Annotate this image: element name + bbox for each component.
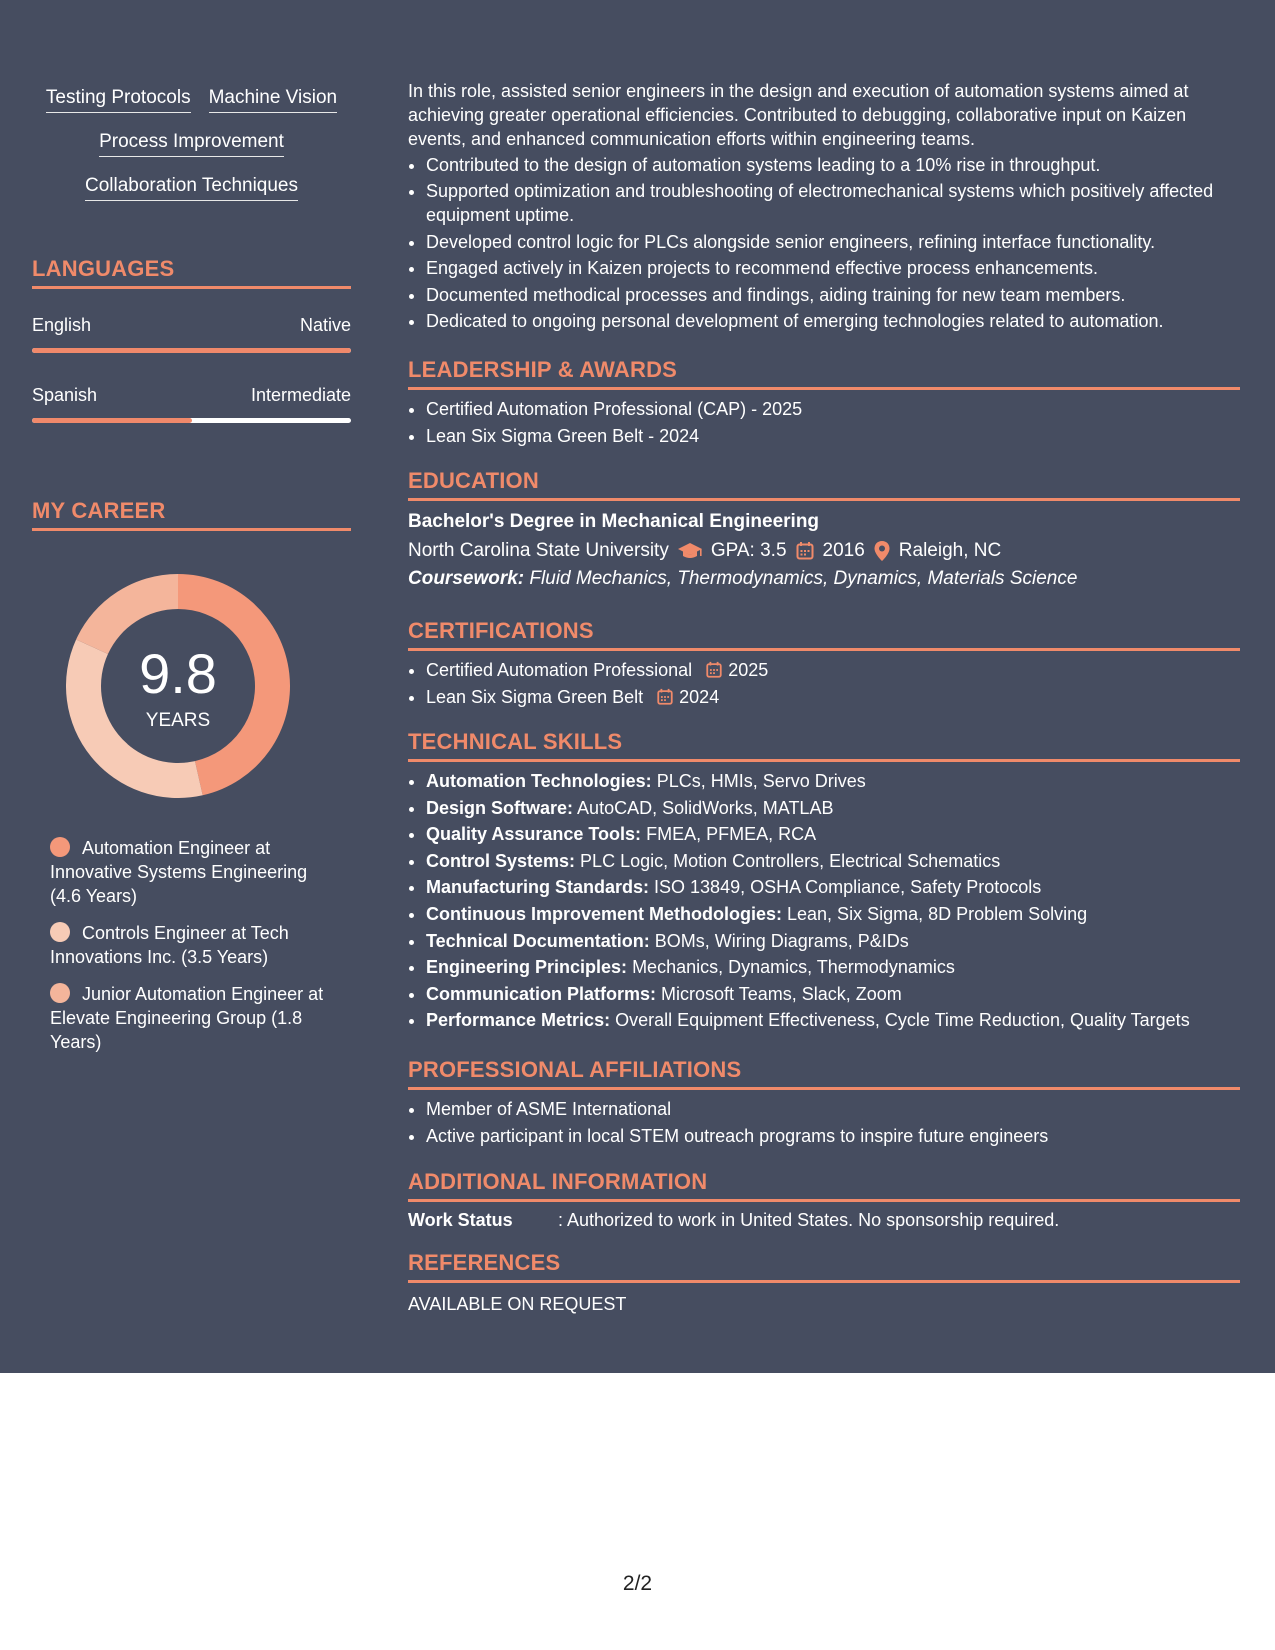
experience-section (408, 79, 1240, 335)
affiliations-section (408, 1057, 1240, 1149)
skill-tag-row (32, 174, 351, 201)
career-legend-item (50, 921, 340, 969)
skill-label: Design Software: (426, 797, 574, 818)
skill-label: Performance Metrics: (426, 1010, 611, 1031)
certifications-section (408, 618, 1240, 710)
experience-summary: In this role, assisted senior engineers in the design and execution of automation systems aimed at achieving greater operational efficiencies. Contributed to debugging, collaborative input on Kaizen events, and enhanced communication efforts within engineering teams. (408, 81, 1189, 149)
calendar-icon (705, 661, 723, 679)
skill-label: Communication Platforms: (426, 983, 657, 1004)
skill-item (426, 1007, 1240, 1034)
skill-value: Microsoft Teams, Slack, Zoom (661, 983, 902, 1004)
language-level-fill (32, 348, 351, 353)
career-legend-item (50, 982, 340, 1054)
leadership-title: LEADERSHIP & AWARDS (408, 357, 1240, 390)
career-legend-item (50, 836, 340, 908)
education-gpa: GPA: 3.5 (710, 540, 787, 561)
calendar-icon (656, 688, 674, 706)
experience-bullet: • Supported optimization and troubleshooting of electromechanical systems which positively affected equipment uptime. (426, 179, 1240, 227)
skill-label: Engineering Principles: (426, 957, 628, 978)
technical-skills-section (408, 729, 1240, 1034)
education-location: Raleigh, NC (898, 540, 1002, 561)
experience-bullet: • Contributed to the design of automation systems leading to a 10% rise in throughput. (426, 152, 1240, 179)
skill-value: Overall Equipment Effectiveness, Cycle Time Reduction, Quality Targets (615, 1010, 1190, 1031)
skill-label: Manufacturing Standards: (426, 877, 650, 898)
language-item (32, 384, 351, 423)
legend-dot-icon (50, 922, 70, 942)
language-level: Native (299, 315, 351, 335)
affiliation-item: • Member of ASME International (426, 1096, 1240, 1123)
work-status-label: Work Status (408, 1210, 513, 1230)
education-details (408, 538, 1240, 564)
location-pin-icon (873, 540, 891, 562)
skill-value: BOMs, Wiring Diagrams, P&IDs (654, 930, 909, 951)
skill-tag-row (32, 86, 351, 113)
language-name: Spanish (32, 385, 98, 405)
skill-item (426, 874, 1240, 901)
references-text: AVAILABLE ON REQUEST (408, 1294, 627, 1314)
skill-value: PLCs, HMIs, Servo Drives (656, 771, 866, 791)
certifications-title: CERTIFICATIONS (408, 618, 1240, 651)
skill-item (426, 901, 1240, 928)
skill-tag: Testing Protocols (46, 86, 191, 113)
experience-bullet: • Documented methodical processes and findings, aiding training for new team members. (426, 282, 1240, 309)
coursework-value: Fluid Mechanics, Thermodynamics, Dynamics, Materials Science (529, 568, 1078, 589)
languages-title: LANGUAGES (32, 256, 351, 289)
skill-label: Continuous Improvement Methodologies: (426, 903, 782, 924)
skill-label: Quality Assurance Tools: (426, 824, 642, 845)
language-item (32, 314, 351, 353)
references-title: REFERENCES (408, 1250, 1240, 1283)
skill-value: Mechanics, Dynamics, Thermodynamics (632, 957, 955, 978)
skill-value: ISO 13849, OSHA Compliance, Safety Protocols (654, 877, 1042, 898)
career-legend-label: Automation Engineer at Innovative Systems Engineering (4.6 Years) (50, 838, 308, 906)
skill-value: FMEA, PFMEA, RCA (646, 824, 817, 845)
skill-item (426, 768, 1240, 795)
experience-bullet: • Developed control logic for PLCs alongside senior engineers, refining interface functionality. (426, 229, 1240, 256)
education-degree: Bachelor's Degree in Mechanical Engineering (408, 511, 820, 532)
skill-tag-row (32, 130, 351, 157)
skill-label: Technical Documentation: (426, 930, 650, 951)
certification-item (426, 657, 1240, 684)
experience-bullet: • Engaged actively in Kaizen projects to recommend effective process enhancements. (426, 255, 1240, 282)
skill-item (426, 954, 1240, 981)
skill-tags (32, 86, 351, 201)
graduation-cap-icon (677, 541, 703, 561)
experience-bullets (408, 152, 1240, 335)
certification-name: Lean Six Sigma Green Belt (426, 686, 644, 707)
career-title: MY CAREER (32, 498, 351, 531)
language-name: English (32, 315, 92, 335)
certification-year: 2025 (728, 660, 769, 680)
additional-info-section (408, 1169, 1240, 1232)
career-donut-chart (66, 574, 290, 798)
additional-info-title: ADDITIONAL INFORMATION (408, 1169, 1240, 1202)
career-legend (50, 836, 340, 1067)
leadership-item: • Certified Automation Professional (CAP) - 2025 (426, 396, 1240, 423)
experience-bullet: • Dedicated to ongoing personal development of emerging technologies related to automation. (426, 308, 1240, 335)
calendar-icon (795, 541, 815, 561)
skill-tag: Process Improvement (99, 130, 284, 157)
skill-item (426, 981, 1240, 1008)
affiliation-item: • Active participant in local STEM outreach programs to inspire future engineers (426, 1123, 1240, 1150)
skill-label: Automation Technologies: (426, 771, 652, 791)
education-title: EDUCATION (408, 468, 1240, 501)
language-level: Intermediate (250, 385, 351, 405)
skill-tag: Machine Vision (209, 86, 338, 113)
skill-label: Control Systems: (426, 850, 576, 871)
career-legend-label: Controls Engineer at Tech Innovations Inc. (3.5 Years) (50, 923, 289, 967)
certification-item (426, 684, 1240, 711)
language-level-fill (32, 418, 192, 423)
skill-item (426, 795, 1240, 822)
affiliations-title: PROFESSIONAL AFFILIATIONS (408, 1057, 1240, 1090)
work-status-value: : Authorized to work in United States. No sponsorship required. (558, 1210, 1060, 1230)
skill-item (426, 821, 1240, 848)
education-coursework (408, 566, 1240, 592)
career-years-label: YEARS (145, 710, 211, 731)
coursework-label: Coursework: (408, 568, 525, 589)
technical-skills-list (408, 768, 1240, 1034)
education-school: North Carolina State University (408, 540, 669, 561)
skill-value: Lean, Six Sigma, 8D Problem Solving (787, 903, 1088, 924)
legend-dot-icon (50, 983, 70, 1003)
leadership-section (408, 357, 1240, 449)
leadership-item: • Lean Six Sigma Green Belt - 2024 (426, 423, 1240, 450)
education-section (408, 468, 1240, 592)
certification-name: Certified Automation Professional (426, 660, 693, 680)
skill-value: AutoCAD, SolidWorks, MATLAB (577, 797, 834, 818)
career-legend-label: Junior Automation Engineer at Elevate Engineering Group (1.8 Years) (50, 984, 324, 1052)
skill-item (426, 928, 1240, 955)
education-year: 2016 (822, 540, 865, 561)
skill-item (426, 848, 1240, 875)
page-number: 2/2 (622, 1572, 653, 1595)
legend-dot-icon (50, 837, 70, 857)
language-level-bar (32, 348, 351, 353)
technical-skills-title: TECHNICAL SKILLS (408, 729, 1240, 762)
work-status-row (408, 1208, 1240, 1232)
references-section (408, 1250, 1240, 1316)
skill-value: PLC Logic, Motion Controllers, Electrical Schematics (580, 850, 1001, 871)
language-level-bar (32, 418, 351, 423)
career-total-years: 9.8 (139, 642, 217, 705)
certification-year: 2024 (679, 686, 720, 707)
skill-tag: Collaboration Techniques (85, 174, 298, 201)
